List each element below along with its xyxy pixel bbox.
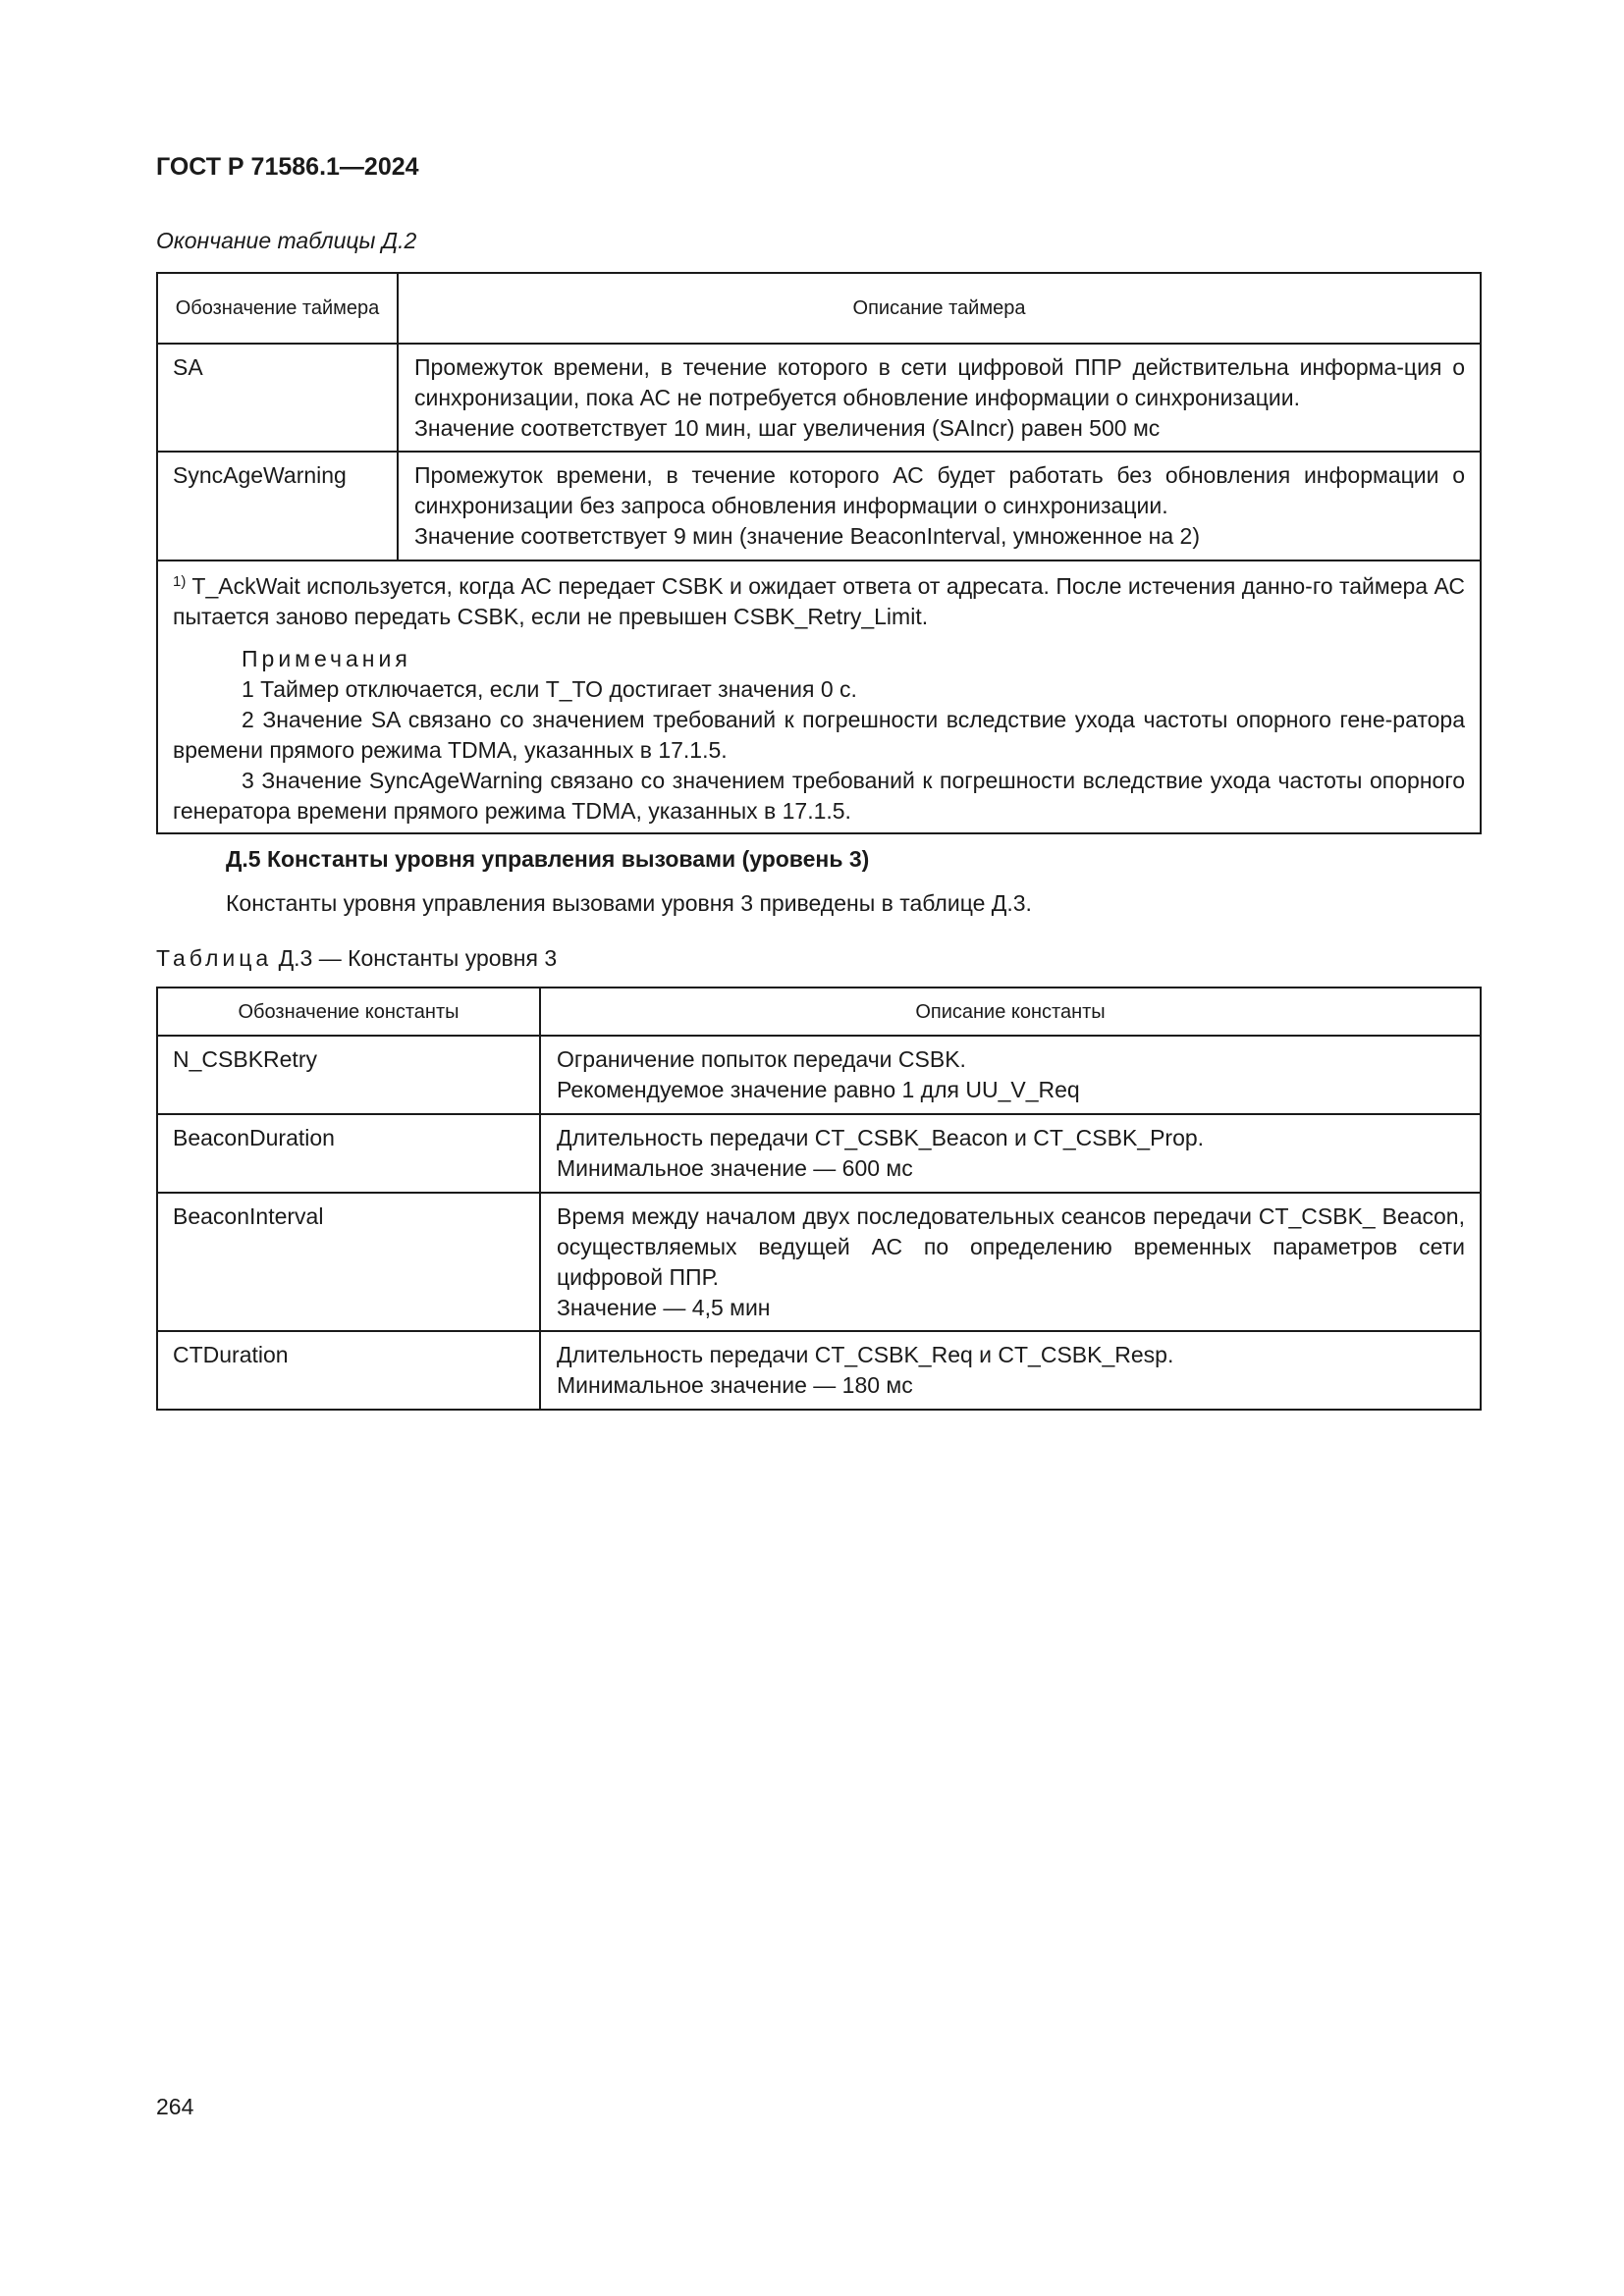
- table-row: [157, 1193, 1481, 1331]
- description-line: Промежуток времени, в течение которого АС будет работать без обновления информации о синхронизации без запроса обновления информации о синхронизации.: [414, 462, 1465, 518]
- description-line: Значение соответствует 9 мин (значение BeaconInterval, умноженное на 2): [414, 523, 1200, 549]
- constant-description-cell: [540, 1036, 1481, 1114]
- timer-description-cell: [398, 344, 1481, 452]
- table-d3: [156, 987, 1482, 1411]
- timer-name-cell: SA: [157, 344, 398, 452]
- constant-description-cell: [540, 1331, 1481, 1410]
- description-line: Минимальное значение — 600 мс: [557, 1155, 913, 1181]
- footnote-mark: 1): [173, 573, 187, 590]
- column-header-description: Описание таймера: [398, 273, 1481, 344]
- note-item: 2 Значение SA связано со значением требований к погрешности вследствие ухода частоты опорного гене-ратора времени прямого режима TDMA, указанных в 17.1.5.: [173, 707, 1465, 763]
- table-d3-caption: Таблица Д.3 — Константы уровня 3: [156, 945, 558, 971]
- table-row: [157, 1036, 1481, 1114]
- section-title: Д.5 Константы уровня управления вызовами (уровень 3): [226, 846, 870, 872]
- notes-heading: Примечания: [242, 646, 411, 671]
- column-header-description: Описание константы: [540, 988, 1481, 1036]
- description-line: Промежуток времени, в течение которого в сети цифровой ППР действительна информа-ция о синхронизации, пока АС не потребуется обновление информации о синхронизации.: [414, 354, 1465, 410]
- table-continuation-caption: Окончание таблицы Д.2: [156, 228, 417, 253]
- timer-description-cell: [398, 452, 1481, 561]
- description-line: Значение соответствует 10 мин, шаг увеличения (SAIncr) равен 500 мс: [414, 415, 1161, 441]
- description-line: Ограничение попыток передачи CSBK.: [557, 1046, 966, 1072]
- timer-name-cell: SyncAgeWarning: [157, 452, 398, 561]
- section-text: Константы уровня управления вызовами уровня 3 приведены в таблице Д.3.: [226, 890, 1032, 916]
- description-line: Минимальное значение — 180 мс: [557, 1372, 913, 1398]
- table-row: [157, 344, 1481, 452]
- constant-description-cell: [540, 1114, 1481, 1193]
- table-row: [157, 452, 1481, 561]
- column-header-name: Обозначение таймера: [157, 273, 398, 344]
- table-row: [157, 1331, 1481, 1410]
- page-number: 264: [156, 2094, 194, 2119]
- note-item: 3 Значение SyncAgeWarning связано со значением требований к погрешности вследствие ухода частоты опорного генератора времени прямого режима TDMA, указанных в 17.1.5.: [173, 768, 1465, 824]
- description-line: Длительность передачи CT_CSBK_Req и CT_CSBK_Resp.: [557, 1342, 1174, 1367]
- document-header: ГОСТ Р 71586.1—2024: [156, 153, 419, 181]
- description-line: Длительность передачи CT_CSBK_Beacon и CT_CSBK_Prop.: [557, 1125, 1205, 1150]
- constant-name-cell: BeaconInterval: [157, 1193, 540, 1331]
- constant-name-cell: N_CSBKRetry: [157, 1036, 540, 1114]
- table-row: [157, 1114, 1481, 1193]
- description-line: Время между началом двух последовательных сеансов передачи CT_CSBK_ Beacon, осуществляемых ведущей АС по определению временных параметров сети цифровой ППР.: [557, 1203, 1465, 1290]
- footnote: $^{1)}$ T_AckWait используется, когда АС передает CSBK и ожидает ответа от адресата. После истечения данно-го таймера АС пытается заново передать CSBK, если не превышен CSBK_Retry_Limit.: [173, 573, 1465, 629]
- table-header-row: [157, 273, 1481, 344]
- constant-description-cell: [540, 1193, 1481, 1331]
- notes-row: [157, 561, 1481, 833]
- column-header-name: Обозначение константы: [157, 988, 540, 1036]
- description-line: Рекомендуемое значение равно 1 для UU_V_Req: [557, 1077, 1080, 1102]
- description-line: Значение — 4,5 мин: [557, 1295, 771, 1320]
- notes-cell: [157, 561, 1481, 833]
- table-header-row: [157, 988, 1481, 1036]
- note-item: 1 Таймер отключается, если T_TO достигает значения 0 с.: [242, 676, 857, 702]
- constant-name-cell: CTDuration: [157, 1331, 540, 1410]
- constant-name-cell: BeaconDuration: [157, 1114, 540, 1193]
- table-d2: [156, 272, 1482, 834]
